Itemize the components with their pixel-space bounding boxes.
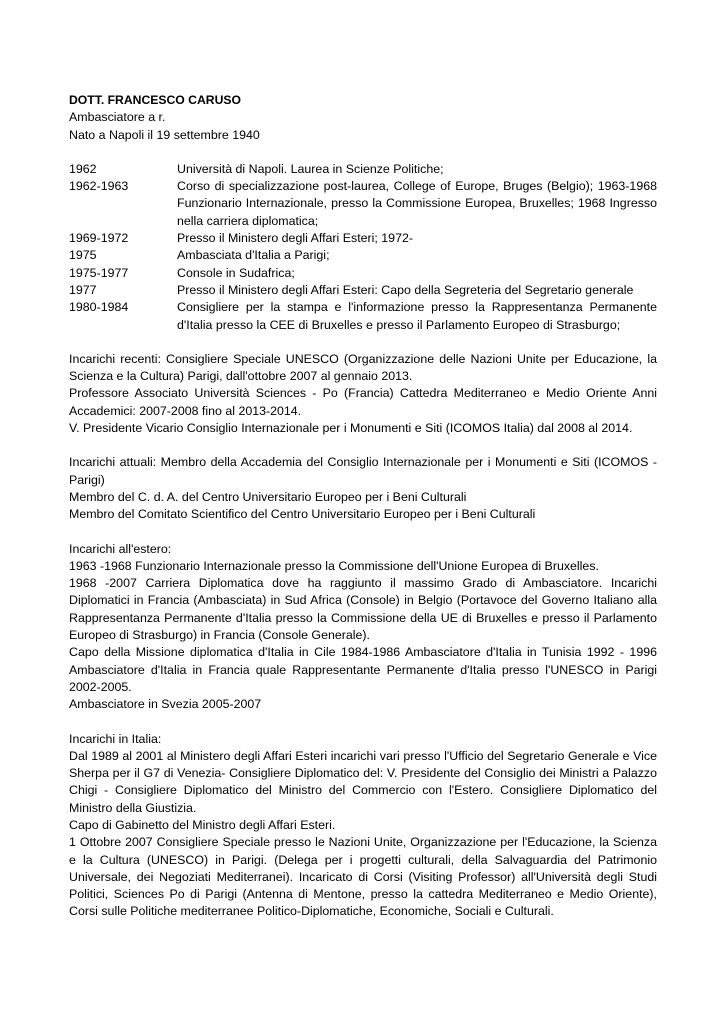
section-heading: Incarichi all'estero: bbox=[69, 541, 172, 556]
career-description: Console in Sudafrica; bbox=[177, 265, 295, 280]
career-row bbox=[69, 282, 657, 299]
career-row bbox=[69, 265, 657, 282]
current-role-paragraph: Membro del C. d. A. del Centro Universitario Europeo per i Beni Culturali bbox=[69, 489, 467, 504]
career-year: 1969-1972 bbox=[69, 231, 129, 246]
spacer bbox=[69, 524, 657, 541]
abroad-paragraph: 1968 -2007 Carriera Diplomatica dove ha raggiunto il massimo Grado di Ambasciatore. Incarichi Diplomatici in Francia (Ambasciata) in Sud Africa (Console) in Belgio (Portavoce del Governo Italiano alla Rappresentanza Permanente d'Italia presso la Commissione della UE di Bruxelles e presso il Parlamento Europeo di Strasburgo) in Francia (Console Generale). bbox=[69, 576, 657, 643]
spacer bbox=[69, 144, 657, 161]
spacer bbox=[69, 437, 657, 454]
career-list bbox=[69, 161, 657, 334]
career-description: Ambasciata d'Italia a Parigi; bbox=[177, 248, 330, 263]
current-role-paragraph: Incarichi attuali: Membro della Accademia del Consiglio Internazionale per i Monumenti e Siti (ICOMOS - Parigi) bbox=[69, 455, 657, 487]
spacer bbox=[69, 714, 657, 731]
career-row bbox=[69, 299, 657, 334]
career-year: 1977 bbox=[69, 282, 97, 297]
recent-role-paragraph: Incarichi recenti: Consigliere Speciale UNESCO (Organizzazione delle Nazioni Unite per Educazione, la Scienza e la Cultura) Parigi, dall'ottobre 2007 al gennaio 2013. bbox=[69, 351, 657, 384]
birth-info: Nato a Napoli il 19 settembre 1940 bbox=[69, 127, 260, 142]
current-roles-section bbox=[69, 454, 657, 523]
abroad-paragraph: Ambasciatore in Svezia 2005-2007 bbox=[69, 697, 262, 712]
section-heading: Incarichi in Italia: bbox=[69, 731, 162, 746]
recent-role-paragraph: V. Presidente Vicario Consiglio Internazionale per i Monumenti e Siti (ICOMOS Italia) dal 2008 al 2014. bbox=[69, 421, 633, 436]
career-row bbox=[69, 178, 657, 230]
person-name: DOTT. FRANCESCO CARUSO bbox=[69, 93, 241, 107]
abroad-paragraph: 1963 -1968 Funzionario Internazionale presso la Commissione dell'Unione Europea di Bruxelles. bbox=[69, 558, 599, 573]
document-page bbox=[69, 92, 657, 921]
career-year: 1962 bbox=[69, 161, 97, 176]
career-year: 1975 bbox=[69, 248, 97, 263]
career-description: Presso il Ministero degli Affari Esteri: Capo della Segreteria del Segretario generale bbox=[177, 282, 634, 297]
career-row bbox=[69, 161, 657, 178]
career-row bbox=[69, 230, 657, 247]
italy-section bbox=[69, 731, 657, 921]
abroad-section bbox=[69, 541, 657, 714]
career-year: 1962-1963 bbox=[69, 179, 129, 194]
spacer bbox=[69, 334, 657, 351]
career-description: Presso il Ministero degli Affari Esteri; 1972- bbox=[177, 231, 413, 246]
italy-paragraph: Capo di Gabinetto del Ministro degli Affari Esteri. bbox=[69, 817, 336, 832]
recent-role-paragraph: Professore Associato Università Sciences - Po (Francia) Cattedra Mediterraneo e Medio Oriente Anni Accademici: 2007-2008 fino al 2013-2014. bbox=[69, 386, 657, 418]
abroad-paragraph: Capo della Missione diplomatica d'Italia in Cile 1984-1986 Ambasciatore d'Italia in Tunisia 1992 - 1996 Ambasciatore d'Italia in Francia quale Rappresentante Permanente d'Italia presso l'UNESCO in Parigi 2002-2005. bbox=[69, 645, 657, 694]
recent-roles-section bbox=[69, 351, 657, 437]
career-year: 1975-1977 bbox=[69, 265, 129, 280]
italy-paragraph: Dal 1989 al 2001 al Ministero degli Affari Esteri incarichi vari presso l'Ufficio del Segretario Generale e Vice Sherpa per il G7 di Venezia- Consigliere Diplomatico del: V. Presidente del Consiglio dei Ministri a Palazzo Chigi - Consigliere Diplomatico del Ministro del Commercio con l'Estero. Consigliere Diplomatico del Ministro della Giustizia. bbox=[69, 748, 657, 815]
italy-paragraph: 1 Ottobre 2007 Consigliere Speciale presso le Nazioni Unite, Organizzazione per l'Educazione, la Scienza e la Cultura (UNESCO) in Parigi. (Delega per i progetti culturali, della Salvaguardia del Patrimonio Universale, dei Negoziati Mediterranei). Incaricato di Corsi (Visiting Professor) all'Università degli Studi Politici, Sciences Po di Parigi (Antenna di Mentone, presso la cattedra Mediterraneo e Medio Oriente), Corsi sulle Politiche mediterranee Politico-Diplomatiche, Economiche, Sociali e Culturali. bbox=[69, 835, 657, 919]
career-description: Consigliere per la stampa e l'informazione presso la Rappresentanza Permanente d'Italia presso la CEE di Bruxelles e presso il Parlamento Europeo di Strasburgo; bbox=[177, 300, 657, 332]
career-description: Università di Napoli. Laurea in Scienze Politiche; bbox=[177, 161, 444, 176]
person-role: Ambasciatore a r. bbox=[69, 110, 166, 125]
career-description: Corso di specializzazione post-laurea, College of Europe, Bruges (Belgio); 1963-1968 Funzionario Internazionale, presso la Commissione Europea, Bruxelles; 1968 Ingresso nella carriera diplomatica; bbox=[177, 179, 657, 228]
current-role-paragraph: Membro del Comitato Scientifico del Centro Universitario Europeo per i Beni Culturali bbox=[69, 507, 536, 522]
career-year: 1980-1984 bbox=[69, 300, 129, 315]
career-row bbox=[69, 247, 657, 264]
